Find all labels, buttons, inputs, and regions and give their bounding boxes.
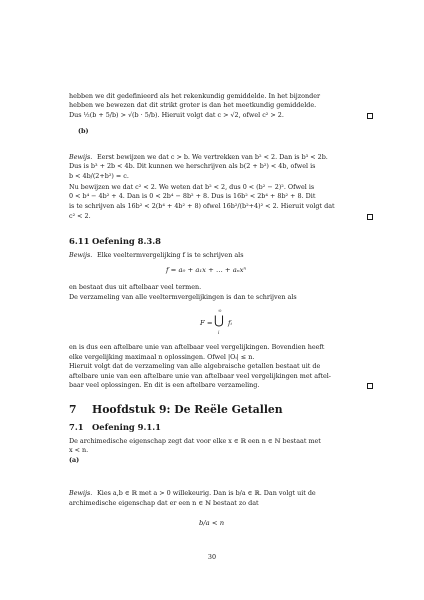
section-title: Oefening 8.3.8 bbox=[92, 236, 161, 246]
proof1-line5: 0 < b⁴ − 4b² + 4. Dan is 0 < 2b⁴ − 8b² + 8. Dus is 16b² < 2b⁴ + 8b² + 8. Dit bbox=[69, 192, 316, 200]
section-number: 7.1 bbox=[69, 422, 84, 432]
proof1-line3: b < 4b/(2+b²) = c. bbox=[69, 172, 129, 180]
proof2-line5: elke vergelijking maximaal n oplossingen. Ofwel |Oᵢ| ≤ n. bbox=[69, 353, 255, 361]
section-title: Oefening 9.1.1 bbox=[92, 422, 161, 432]
proof1-line6: is te schrijven als 16b² < 2(b⁴ + 4b² + 8) ofwel 16b²/(b²+4)² < 2. Hieruit volgt dat bbox=[69, 202, 335, 210]
qed-symbol bbox=[367, 383, 373, 389]
polynomial-equation: f = a₀ + a₁x + … + aₙxⁿ bbox=[166, 266, 247, 274]
para1-line3: Dus ½(b + 5/b) > √(b · 5/b). Hieruit volgt dat c > √2, ofwel c² > 2. bbox=[69, 111, 284, 119]
para1-line2: hebben we bewezen dat dit strikt groter is dan het meetkundig gemiddelde. bbox=[69, 101, 317, 109]
qed-symbol bbox=[367, 113, 373, 119]
union-upper-limit: ∞ bbox=[218, 309, 222, 314]
part-b-label: (b) bbox=[78, 127, 89, 135]
proof3-line1: Kies a,b ∈ ℝ met a > 0 willekeurig. Dan is b/a ∈ ℝ. Dan volgt uit de bbox=[97, 489, 316, 497]
proof2-line1: Elke veeltermvergelijking f is te schrijven als bbox=[97, 251, 244, 259]
section-7-heading bbox=[69, 403, 283, 416]
part-a-label: (a) bbox=[69, 456, 80, 464]
section-number: 7 bbox=[69, 403, 77, 416]
proof1-label: Bewijs. bbox=[69, 153, 93, 161]
union-lhs: F = bbox=[200, 319, 213, 327]
section-number: 6.11 bbox=[69, 236, 90, 246]
proof2-label: Bewijs. bbox=[69, 251, 93, 259]
proof2-line8: baar veel oplossingen. En dit is een aftelbare verzameling. bbox=[69, 381, 260, 389]
qed-symbol bbox=[367, 214, 373, 220]
section-6-11-heading bbox=[69, 236, 161, 246]
union-term: fᵢ bbox=[228, 319, 232, 327]
proof1-line2: Dus is b³ + 2b < 4b. Dit kunnen we herschrijven als b(2 + b²) < 4b, ofwel is bbox=[69, 162, 316, 170]
proof2-line7: aftelbare unie van een aftelbare unie van aftelbaar veel vergelijkingen met aftel- bbox=[69, 372, 331, 380]
page-number: 30 bbox=[207, 553, 217, 561]
proof2-line6: Hieruit volgt dat de verzameling van alle algebraische getallen bestaat uit de bbox=[69, 362, 321, 370]
para2-line1: De archimedische eigenschap zegt dat voor elke x ∈ ℝ een n ∈ ℕ bestaat met bbox=[69, 437, 321, 445]
section-title: Hoofdstuk 9: De Reële Getallen bbox=[92, 403, 283, 416]
proof1-line1: Eerst bewijzen we dat c > b. We vertrekken van b² < 2. Dan is b³ < 2b. bbox=[97, 153, 328, 161]
para1-line1: hebben we dit gedefinieerd als het rekenkundig gemiddelde. In het bijzonder bbox=[69, 92, 321, 100]
proof2-line4: en is dus een aftelbare unie van aftelbaar veel vergelijkingen. Bovendien heeft bbox=[69, 343, 325, 351]
inequality-equation: b/a < n bbox=[199, 519, 225, 527]
union-lower-index: i bbox=[218, 331, 220, 336]
proof2-line2: en bestaat dus uit aftelbaar veel termen. bbox=[69, 283, 202, 291]
proof1-line4: Nu bewijzen we dat c² < 2. We weten dat b² < 2, dus 0 < (b² − 2)². Ofwel is bbox=[69, 183, 315, 191]
proof3-line2: archimedische eigenschap dat er een n ∈ ℕ bestaat zo dat bbox=[69, 499, 259, 507]
proof3-label: Bewijs. bbox=[69, 489, 93, 497]
proof1-line7: c² < 2. bbox=[69, 212, 91, 220]
para2-line2: x < n. bbox=[69, 446, 89, 454]
proof2-line3: De verzameling van alle veeltermvergelijkingen is dan te schrijven als bbox=[69, 293, 297, 301]
union-symbol: ⋃ bbox=[214, 313, 224, 327]
section-7-1-heading bbox=[69, 422, 161, 432]
